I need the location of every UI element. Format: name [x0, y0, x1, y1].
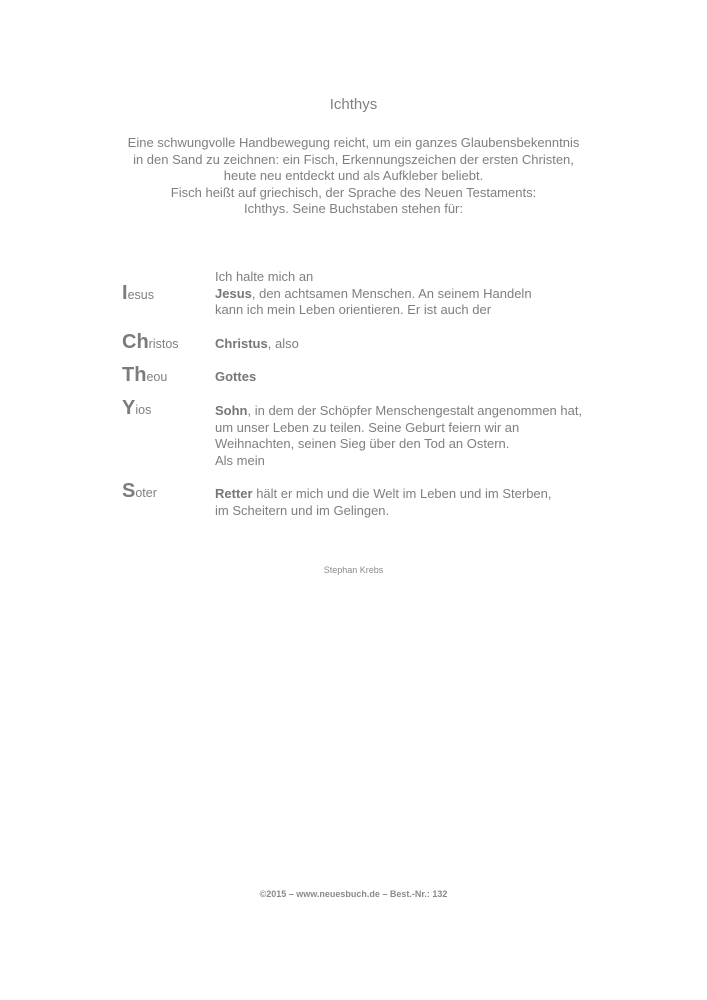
text-line: [215, 453, 605, 470]
text-line: [215, 269, 605, 286]
acrostic-initial: S: [122, 480, 136, 502]
page-footer: ©2015 – www.neuesbuch.de – Best.-Nr.: 132: [259, 889, 448, 899]
text-plain: im Scheitern und im Gelingen.: [215, 502, 390, 518]
text-plain: kann ich mein Leben orientieren. Er ist auch der: [215, 302, 492, 317]
intro-line: Ichthys. Seine Buchstaben stehen für:: [244, 201, 463, 216]
text-bold: Gottes: [215, 369, 257, 384]
text-line: [215, 486, 605, 503]
text-line: [215, 302, 605, 319]
acrostic-word: [122, 480, 157, 503]
text-line: [215, 403, 605, 420]
text-line: [215, 436, 605, 453]
text-plain: Ich halte mich an: [215, 269, 314, 284]
acrostic-rest: esus: [127, 288, 154, 302]
acrostic-rest: oter: [135, 486, 157, 500]
acrostic-text: [215, 486, 605, 519]
text-line: [215, 420, 605, 437]
intro-line: in den Sand zu zeichnen: ein Fisch, Erkennungszeichen der ersten Christen,: [133, 151, 574, 167]
acrostic-text: [215, 403, 605, 469]
acrostic-text: [215, 336, 605, 353]
acrostic-initial: Ch: [122, 331, 149, 353]
intro-paragraph: [0, 135, 707, 218]
acrostic-rest: ios: [135, 403, 152, 417]
text-plain: hält er mich und die Welt im Leben und im Sterben,: [252, 486, 552, 501]
acrostic-word: [122, 364, 167, 387]
text-line: [215, 336, 605, 353]
acrostic-text: [215, 269, 605, 319]
acrostic-word: [122, 397, 151, 420]
text-plain: , also: [267, 336, 299, 351]
page-title: Ichthys: [329, 96, 378, 113]
author-credit: Stephan Krebs: [323, 565, 384, 575]
text-plain: , in dem der Schöpfer Menschengestalt angenommen hat,: [247, 403, 583, 418]
text-line: [215, 503, 605, 520]
acrostic-word: [122, 282, 154, 305]
intro-line: Eine schwungvolle Handbewegung reicht, um ein ganzes Glaubensbekenntnis: [127, 135, 580, 150]
text-bold: Sohn: [215, 403, 248, 418]
text-plain: um unser Leben zu teilen. Seine Geburt feiern wir an: [215, 419, 520, 435]
acrostic-text: [215, 369, 605, 386]
text-plain: , den achtsamen Menschen. An seinem Handeln: [251, 285, 532, 301]
acrostic-word: [122, 331, 179, 354]
text-line: [215, 286, 605, 303]
intro-line: heute neu entdeckt und als Aufkleber beliebt.: [223, 168, 484, 183]
text-bold: Retter: [215, 486, 253, 501]
text-bold: Jesus: [215, 285, 252, 301]
text-plain: Als mein: [215, 452, 265, 468]
acrostic-initial: Y: [122, 397, 136, 419]
text-line: [215, 369, 605, 386]
acrostic-initial: I: [122, 282, 128, 304]
acrostic-rest: ristos: [148, 337, 179, 351]
text-plain: Weihnachten, seinen Sieg über den Tod an Ostern.: [215, 436, 510, 451]
acrostic-initial: Th: [122, 364, 147, 386]
text-bold: Christus: [215, 336, 268, 351]
acrostic-rest: eou: [146, 370, 168, 384]
intro-line: Fisch heißt auf griechisch, der Sprache des Neuen Testaments:: [170, 184, 537, 200]
